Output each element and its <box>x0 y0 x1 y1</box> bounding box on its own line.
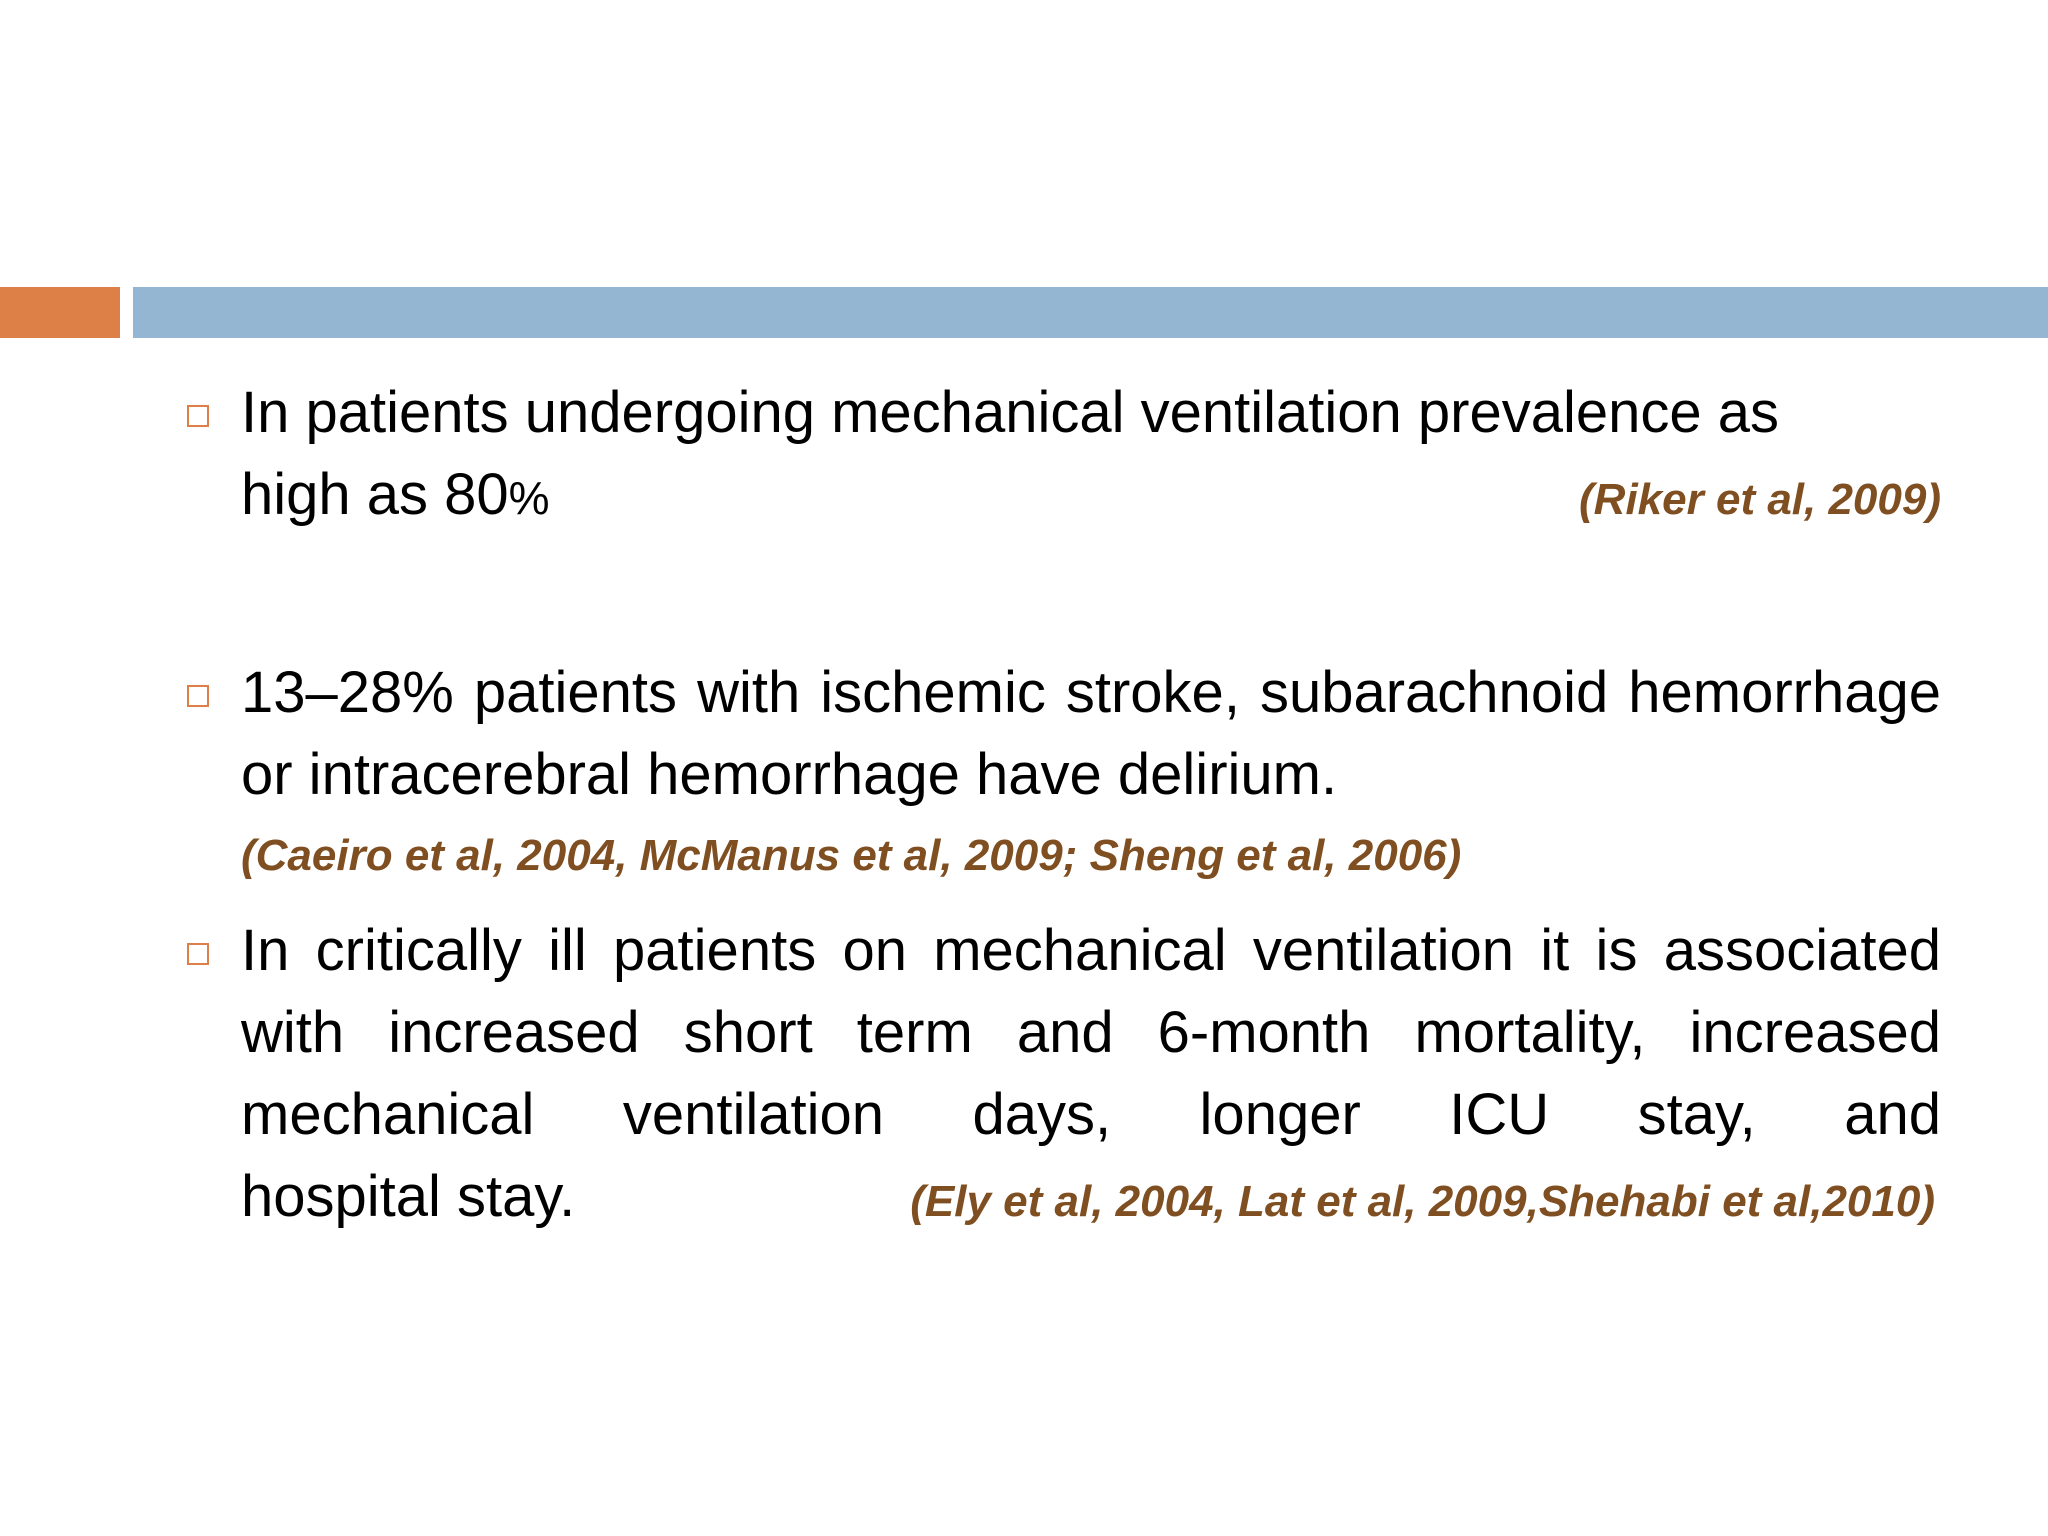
hollow-square-bullet-icon <box>187 943 209 965</box>
bullet-3-text: In critically ill patients on mechanical ventilation it is associated with increased short term and 6-month mortality, increased mechanical ventilation days, longer ICU stay, and <box>241 918 1941 1147</box>
hollow-square-bullet-icon <box>187 405 209 427</box>
hollow-square-bullet-icon <box>187 685 209 707</box>
bullet-item-1 <box>241 372 1941 541</box>
bullet-item-2 <box>241 652 1941 886</box>
bullet-3-last-line-text: hospital stay. <box>241 1164 576 1229</box>
bullet-1-citation: (Riker et al, 2009) <box>1579 475 1941 524</box>
bullet-2-text: 13–28% patients with ischemic stroke, subarachnoid hemorrhage or intracerebral hemorrhage have delirium. <box>241 660 1941 807</box>
percent-sign: % <box>508 472 550 524</box>
bullet-3-last-line <box>241 1156 1941 1243</box>
bullet-1-line-2 <box>241 454 1941 541</box>
bullet-3-citation: (Ely et al, 2004, Lat et al, 2009,Shehabi et al,2010) <box>910 1177 1935 1226</box>
bullet-1-line-1: In patients undergoing mechanical ventilation prevalence as <box>241 380 1779 445</box>
bullet-item-3 <box>241 910 1941 1243</box>
bullet-2-citation: (Caeiro et al, 2004, McManus et al, 2009; Sheng et al, 2006) <box>241 831 1462 880</box>
bullet-1-line-2-text: high as 80% <box>241 462 550 527</box>
header-accent-bar <box>0 287 120 338</box>
header-main-bar <box>133 287 2048 338</box>
